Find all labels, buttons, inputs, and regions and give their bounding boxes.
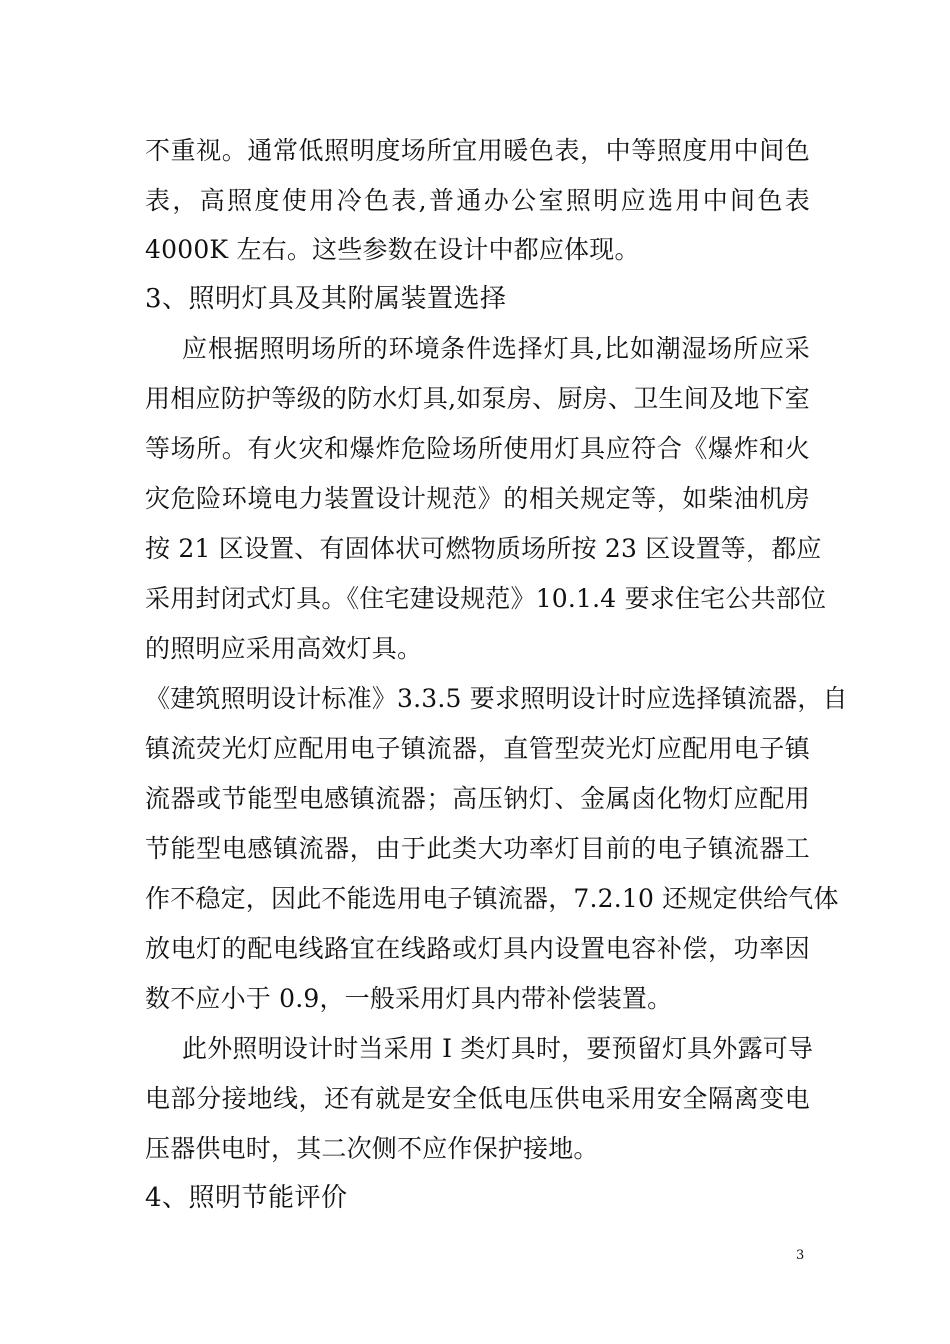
paragraph-line: 采用封闭式灯具。《住宅建设规范》10.1.4 要求住宅公共部位 <box>145 584 827 613</box>
paragraph-line: 的照明应采用高效灯具。 <box>145 634 423 663</box>
paragraph-line: 数不应小于 0.9，一般采用灯具内带补偿装置。 <box>145 984 673 1013</box>
paragraph-line: 放电灯的配电线路宜在线路或灯具内设置电容补偿，功率因 <box>145 934 810 963</box>
paragraph-line: 电部分接地线，还有就是安全低电压供电采用安全隔离变电 <box>145 1084 810 1113</box>
paragraph-line: 镇流荧光灯应配用电子镇流器，直管型荧光灯应配用电子镇 <box>145 734 810 763</box>
paragraph-line: 4000K 左右。这些参数在设计中都应体现。 <box>145 235 640 264</box>
paragraph-line: 压器供电时，其二次侧不应作保护接地。 <box>145 1134 599 1163</box>
paragraph-line: 等场所。有火灾和爆炸危险场所使用灯具应符合《爆炸和火 <box>145 434 810 463</box>
section-heading: 3、照明灯具及其附属装置选择 <box>145 284 507 314</box>
paragraph-line: 用相应防护等级的防水灯具,如泵房、厨房、卫生间及地下室 <box>145 384 810 413</box>
paragraph-line: 作不稳定，因此不能选用电子镇流器，7.2.10 还规定供给气体 <box>145 884 839 913</box>
page-number: 3 <box>796 1248 805 1263</box>
paragraph-line: 灾危险环境电力装置设计规范》的相关规定等，如柴油机房 <box>145 484 810 513</box>
paragraph-line: 此外照明设计时当采用 I 类灯具时，要预留灯具外露可导 <box>182 1034 814 1063</box>
paragraph-line: 节能型电感镇流器，由于此类大功率灯目前的电子镇流器工 <box>145 834 810 863</box>
paragraph-line: 按 21 区设置、有固体状可燃物质场所按 23 区设置等，都应 <box>145 534 822 563</box>
paragraph-line: 表，高照度使用冷色表,普通办公室照明应选用中间色表 <box>145 186 810 215</box>
paragraph-line: 应根据照明场所的环境条件选择灯具,比如潮湿场所应采 <box>182 334 810 363</box>
paragraph-line: 《建筑照明设计标准》3.3.5 要求照明设计时应选择镇流器，自 <box>145 684 848 713</box>
section-heading: 4、照明节能评价 <box>145 1183 348 1213</box>
paragraph-line: 不重视。通常低照明度场所宜用暖色表，中等照度用中间色 <box>145 136 810 165</box>
paragraph-line: 流器或节能型电感镇流器；高压钠灯、金属卤化物灯应配用 <box>145 784 810 813</box>
